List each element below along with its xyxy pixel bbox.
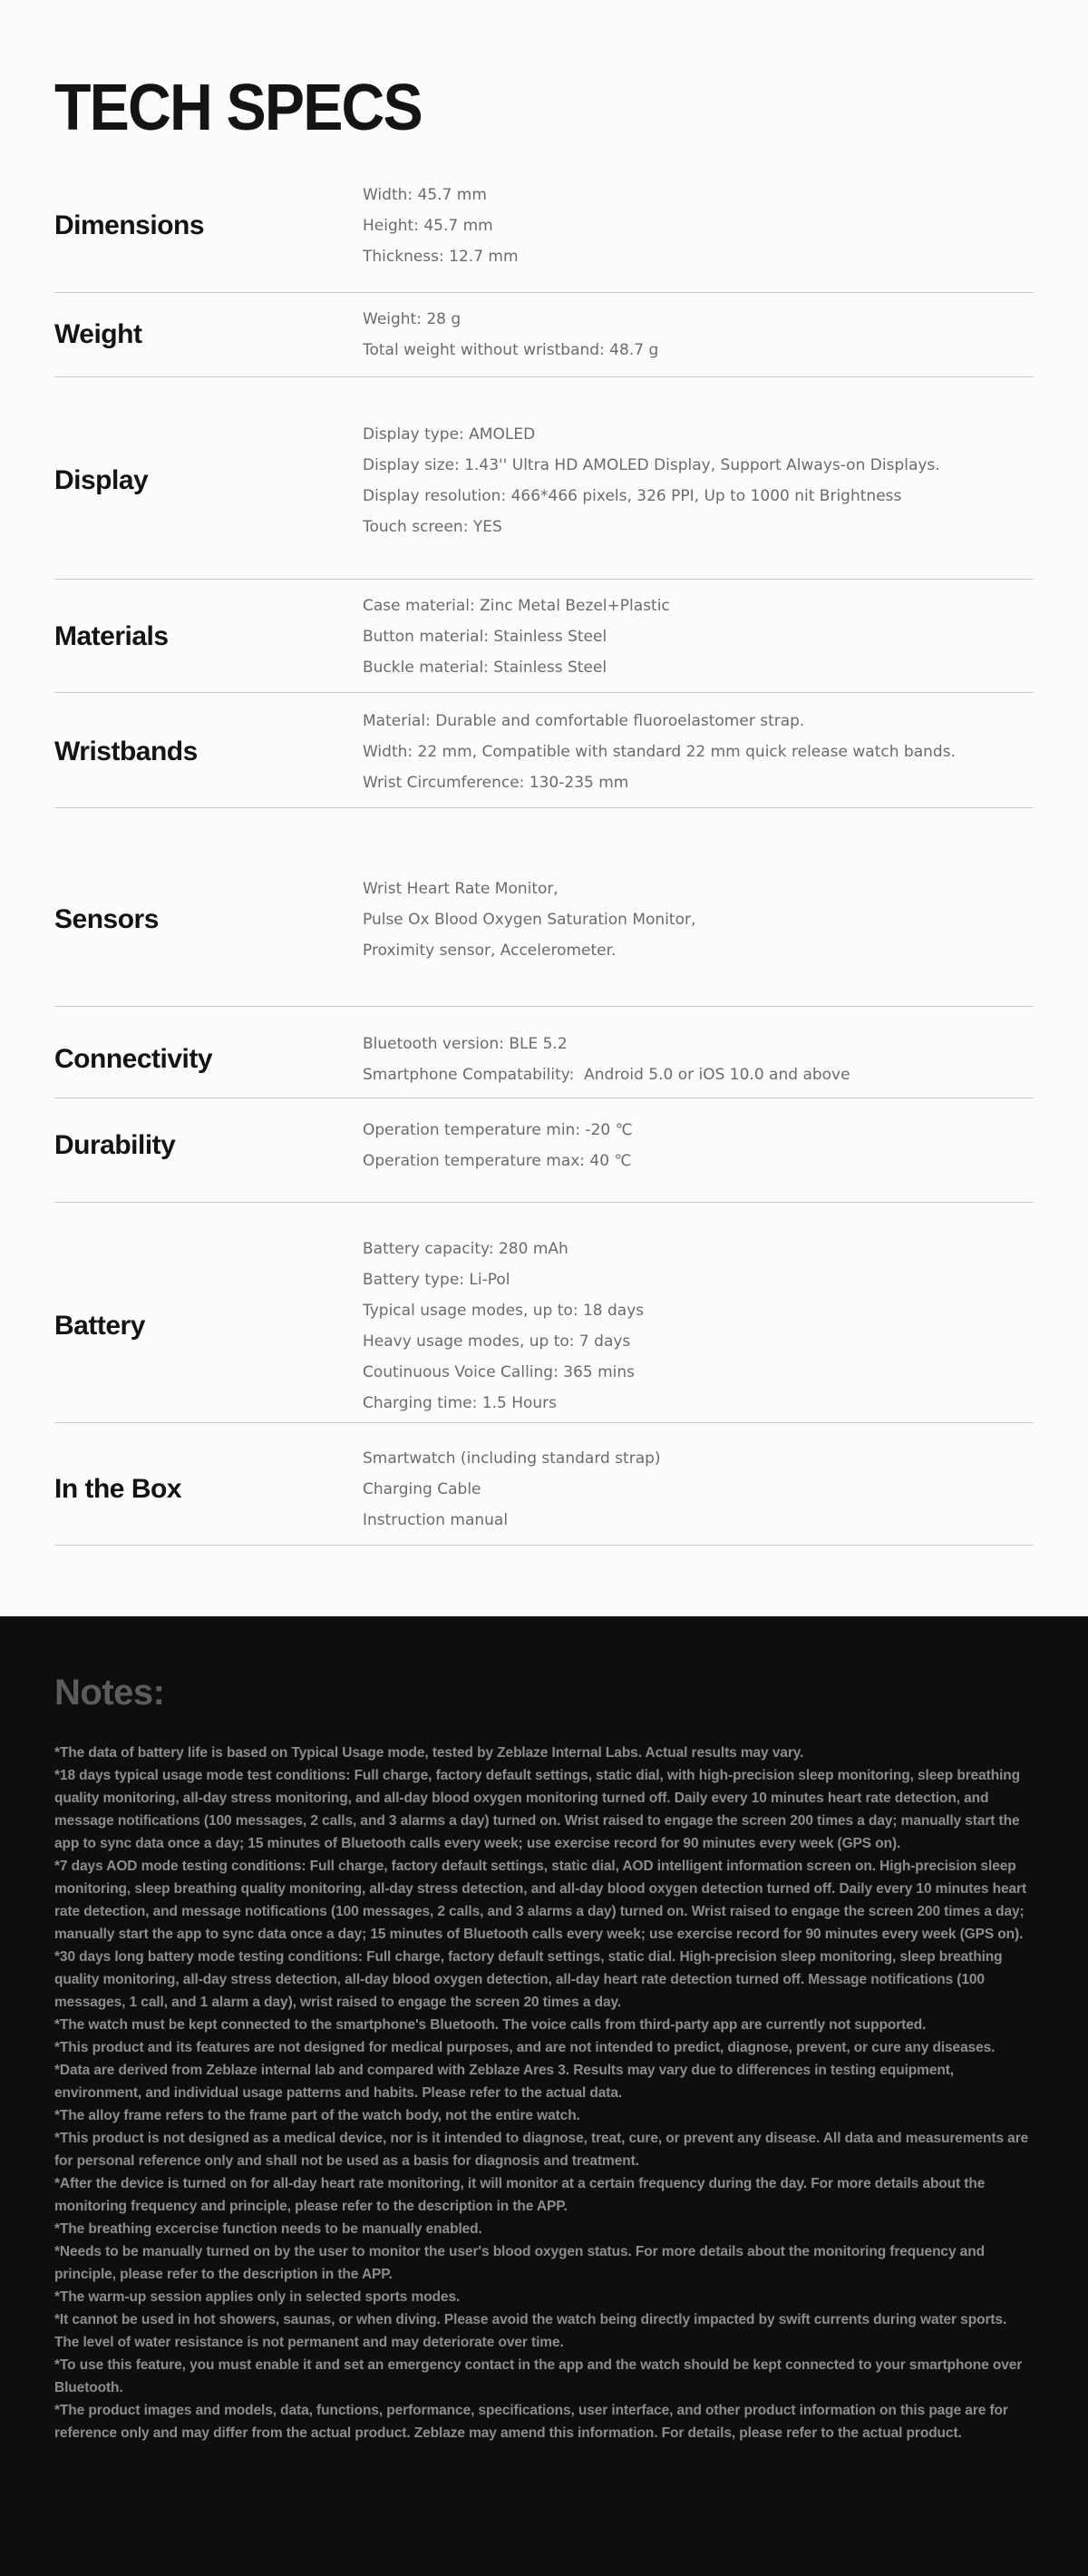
- spec-value-line: Pulse Ox Blood Oxygen Saturation Monitor,: [363, 911, 696, 929]
- spec-value-line: Material: Durable and comfortable fluoroelastomer strap.: [363, 712, 805, 730]
- page-title: TECH SPECS: [54, 72, 422, 144]
- spec-values: [363, 873, 1034, 966]
- spec-row: [54, 172, 1034, 293]
- spec-value-line: Width: 45.7 mm: [363, 186, 487, 204]
- spec-value-line: Width: 22 mm, Compatible with standard 22 mm quick release watch bands.: [363, 743, 956, 761]
- note-item: *The warm-up session applies only in selected sports modes.: [54, 2289, 461, 2305]
- spec-value-line: Display resolution: 466*466 pixels, 326 PPI, Up to 1000 nit Brightness: [363, 487, 902, 505]
- spec-value-line: Thickness: 12.7 mm: [363, 248, 519, 266]
- spec-label: Sensors: [54, 904, 159, 934]
- spec-row: [54, 1203, 1034, 1423]
- spec-value-line: Button material: Stainless Steel: [363, 628, 607, 646]
- spec-label: Wristbands: [54, 737, 198, 766]
- note-item: *Data are derived from Zeblaze internal lab and compared with Zeblaze Ares 3. Results may vary due to differences in testing equipment, environment, and individual usage patterns and habits. Please refer to the actual data.: [54, 2063, 954, 2101]
- spec-value-line: Display size: 1.43'' Ultra HD AMOLED Display, Support Always-on Displays.: [363, 456, 940, 474]
- spec-row: [54, 377, 1034, 580]
- note-item: *18 days typical usage mode test conditions: Full charge, factory default settings, static dial, with high-precision sleep monitoring, sleep breathing quality monitoring, all-day stress monitoring, and all-day blood oxygen monitoring turned off. Daily every 10 minutes heart rate detection, and message notifications (100 messages, 2 calls, and 3 alarms a day) turned on. Wrist raised to engage the screen 200 times a day; manually start the app to sync data once a day; 15 minutes of Bluetooth calls every week; use exercise record for 90 minutes every week (GPS on).: [54, 1768, 1021, 1851]
- spec-value-line: Charging Cable: [363, 1480, 481, 1498]
- note-item: *The watch must be kept connected to the smartphone's Bluetooth. The voice calls from third-party app are currently not supported.: [54, 2017, 927, 2033]
- spec-value-line: Display type: AMOLED: [363, 425, 536, 444]
- spec-value-line: Typical usage modes, up to: 18 days: [363, 1302, 645, 1320]
- spec-values: [363, 1443, 1034, 1536]
- spec-value-line: Buckle material: Stainless Steel: [363, 659, 607, 677]
- spec-label: Battery: [54, 1311, 145, 1341]
- spec-value-line: Wrist Circumference: 130-235 mm: [363, 774, 629, 792]
- note-item: *Needs to be manually turned on by the user to monitor the user's blood oxygen status. For more details about the monitoring frequency and principle, please refer to the description in the APP.: [54, 2244, 985, 2282]
- spec-value-line: Bluetooth version: BLE 5.2: [363, 1035, 568, 1053]
- spec-label: Display: [54, 465, 149, 495]
- spec-value-line: Operation temperature min: -20 ℃: [363, 1121, 633, 1139]
- note-item: *To use this feature, you must enable it and set an emergency contact in the app and the watch should be kept connected to your smartphone over Bluetooth.: [54, 2357, 1023, 2395]
- spec-row: [54, 1098, 1034, 1203]
- note-item: *After the device is turned on for all-day heart rate monitoring, it will monitor at a certain frequency during the day. For more details about the monitoring frequency and principle, please refer to the description in the APP.: [54, 2176, 986, 2214]
- note-item: *The product images and models, data, functions, performance, specifications, user interface, and other product information on this page are for reference only and may differ from the actual product. Zeblaze may amend this information. For details, please refer to the actual product.: [54, 2403, 1008, 2441]
- note-item: *This product is not designed as a medical device, nor is it intended to diagnose, treat, cure, or prevent any disease. All data and measurements are for personal reference only and shall not be used as a basis for diagnosis and treatment.: [54, 2131, 1029, 2169]
- notes-section: [0, 1616, 1088, 2576]
- spec-row: [54, 693, 1034, 808]
- note-item: *The alloy frame refers to the frame part of the watch body, not the entire watch.: [54, 2108, 580, 2123]
- spec-value-line: Wrist Heart Rate Monitor,: [363, 880, 559, 898]
- spec-value-line: Instruction manual: [363, 1511, 509, 1529]
- spec-value-line: Heavy usage modes, up to: 7 days: [363, 1332, 631, 1351]
- spec-values: [363, 180, 1034, 272]
- spec-row: [54, 293, 1034, 377]
- spec-row: [54, 1007, 1034, 1098]
- spec-value-line: Touch screen: YES: [363, 518, 502, 536]
- note-item: *The data of battery life is based on Typical Usage mode, tested by Zeblaze Internal Labs. Actual results may vary.: [54, 1745, 804, 1761]
- spec-value-line: Smartwatch (including standard strap): [363, 1449, 661, 1468]
- spec-value-line: Case material: Zinc Metal Bezel+Plastic: [363, 597, 670, 615]
- spec-values: [363, 1115, 1034, 1176]
- spec-label: In the Box: [54, 1474, 182, 1504]
- spec-value-line: Battery capacity: 280 mAh: [363, 1240, 568, 1258]
- spec-value-line: Smartphone Compatability: Android 5.0 or iOS 10.0 and above: [363, 1066, 850, 1084]
- spec-value-line: Operation temperature max: 40 ℃: [363, 1152, 632, 1170]
- note-item: *The breathing excercise function needs to be manually enabled.: [54, 2221, 482, 2237]
- spec-value-line: Weight: 28 g: [363, 310, 461, 328]
- spec-value-line: Height: 45.7 mm: [363, 217, 493, 235]
- note-item: *30 days long battery mode testing conditions: Full charge, factory default settings, static dial. High-precision sleep monitoring, sleep breathing quality monitoring, all-day stress detection, all-day blood oxygen detection, all-day heart rate detection turned off. Message notifications (100 messages, 1 call, and 1 alarm a day), wrist raised to engage the screen 20 times a day.: [54, 1949, 1003, 2010]
- spec-label: Weight: [54, 319, 142, 349]
- spec-values: [363, 304, 1034, 366]
- spec-values: [363, 1234, 1034, 1419]
- spec-value-line: Battery type: Li-Pol: [363, 1271, 510, 1289]
- spec-table: [54, 172, 1034, 1546]
- spec-value-line: Charging time: 1.5 Hours: [363, 1394, 558, 1412]
- spec-label: Durability: [54, 1130, 176, 1160]
- note-item: *7 days AOD mode testing conditions: Full charge, factory default settings, static dial, AOD intelligent information screen on. High-precision sleep monitoring, sleep breathing quality monitoring, all-day stress detection, and all-day blood oxygen detection turned off. Daily every 10 minutes heart rate detection, and message notifications (100 messages, 2 calls, and 3 alarms a day) turned on. Wrist raised to engage the screen 200 times a day; manually start the app to sync data once a day; 15 minutes of Bluetooth calls every week; use exercise record for 90 minutes every week (GPS on).: [54, 1859, 1027, 1942]
- spec-label: Materials: [54, 621, 169, 651]
- notes-list: [54, 1742, 1034, 2444]
- spec-label: Dimensions: [54, 210, 205, 240]
- notes-title: Notes:: [54, 1673, 165, 1712]
- spec-value-line: Total weight without wristband: 48.7 g: [363, 341, 659, 359]
- spec-values: [363, 419, 1034, 542]
- note-item: *This product and its features are not designed for medical purposes, and are not intended to predict, diagnose, prevent, or cure any diseases.: [54, 2040, 996, 2055]
- spec-value-line: Coutinuous Voice Calling: 365 mins: [363, 1363, 635, 1381]
- note-item: *It cannot be used in hot showers, saunas, or when diving. Please avoid the watch being directly impacted by swift currents during water sports. The level of water resistance is not permanent and may deteriorate over time.: [54, 2312, 1007, 2350]
- spec-values: [363, 1029, 1034, 1090]
- spec-row: [54, 580, 1034, 693]
- spec-values: [363, 706, 1034, 798]
- spec-value-line: Proximity sensor, Accelerometer.: [363, 942, 617, 960]
- spec-label: Connectivity: [54, 1044, 213, 1074]
- spec-values: [363, 590, 1034, 683]
- spec-row: [54, 808, 1034, 1007]
- spec-row: [54, 1423, 1034, 1546]
